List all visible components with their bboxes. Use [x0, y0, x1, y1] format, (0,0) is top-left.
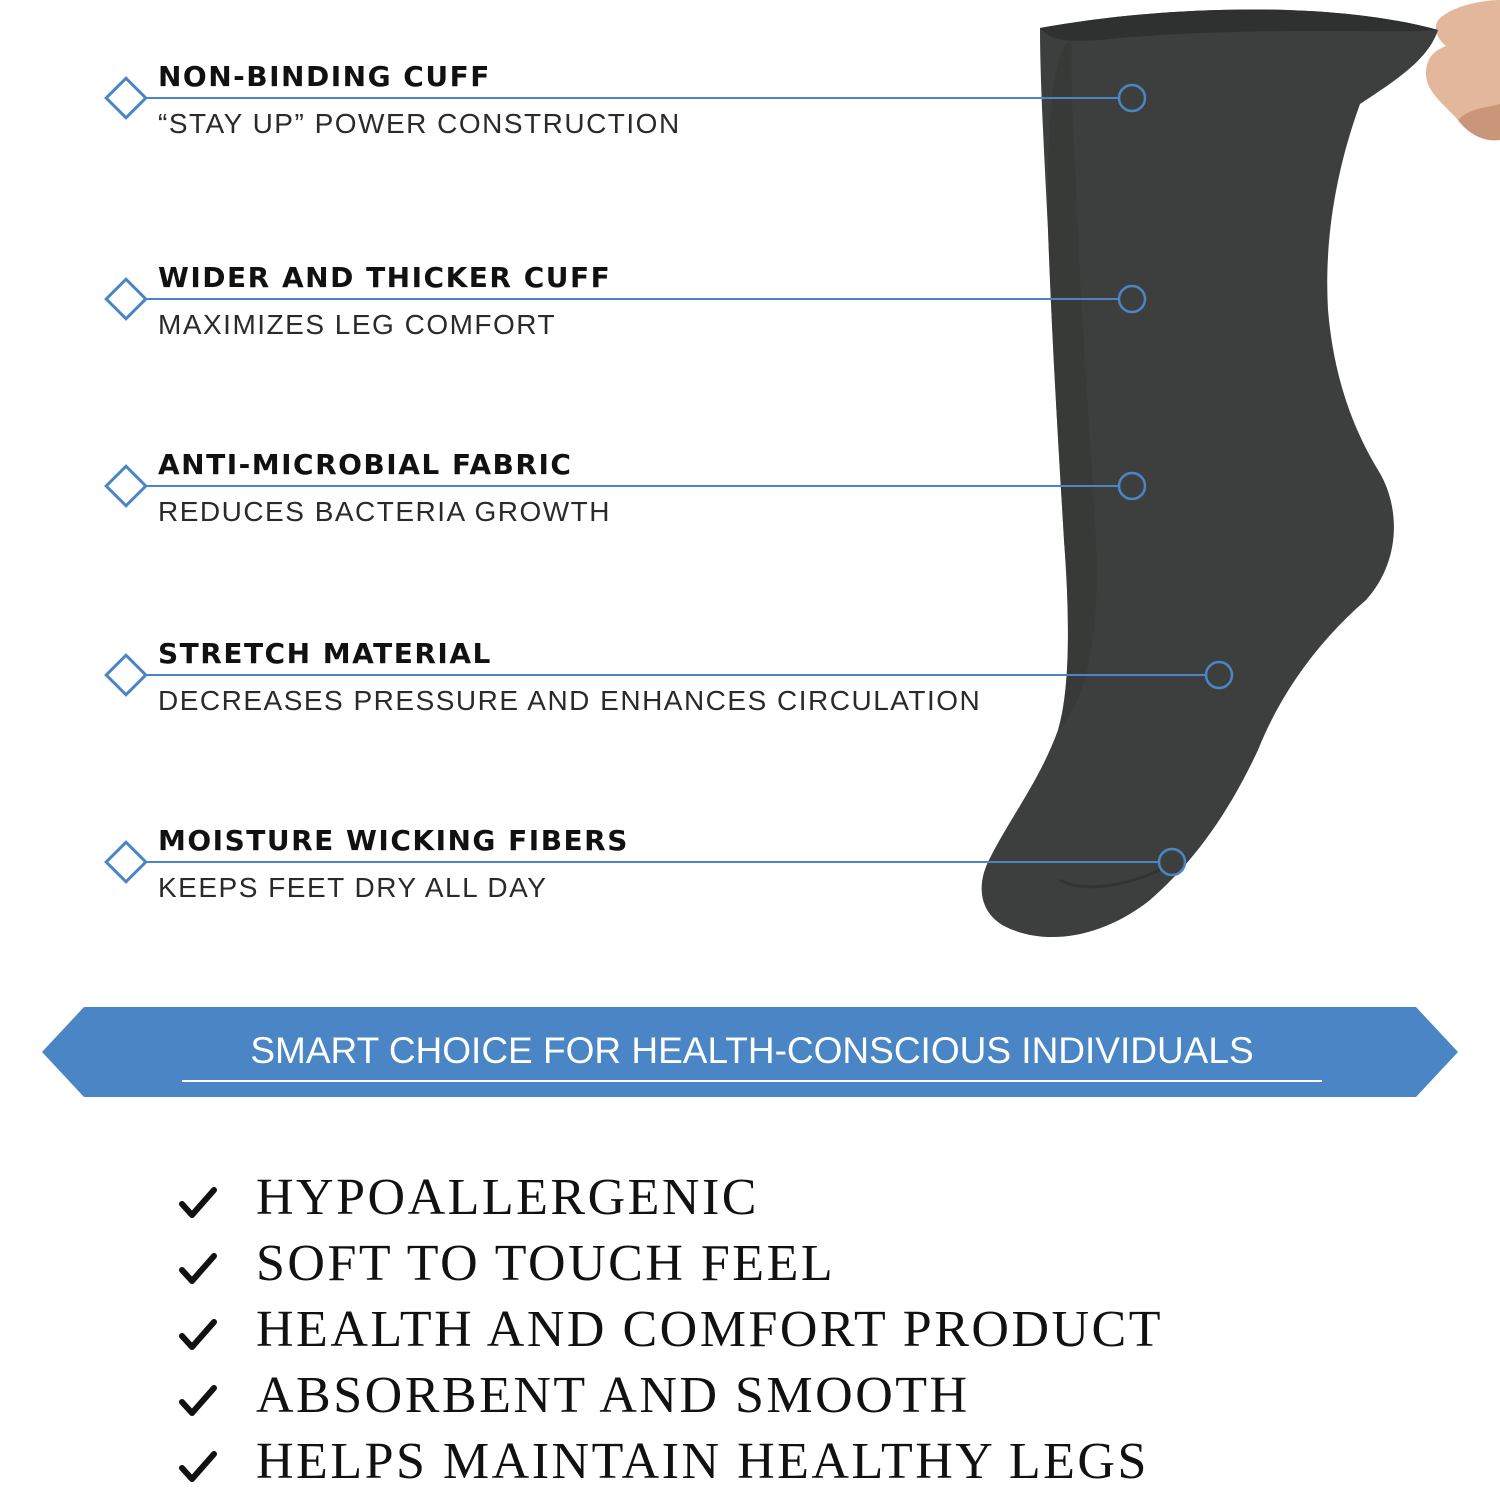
feature-title-3: ANTI-MICROBIAL FABRIC — [158, 448, 573, 481]
feature-subtitle-5: KEEPS FEET DRY ALL DAY — [158, 872, 548, 903]
checkmark-icon — [178, 1314, 218, 1354]
benefit-label: HELPS MAINTAIN HEALTHY LEGS — [256, 1433, 1149, 1490]
feature-title-2: WIDER AND THICKER CUFF — [158, 261, 612, 294]
checkmark-icon — [178, 1182, 218, 1222]
benefit-label: ABSORBENT AND SMOOTH — [256, 1367, 970, 1424]
feature-title-4: STRETCH MATERIAL — [158, 637, 492, 670]
benefit-label: SOFT TO TOUCH FEEL — [256, 1235, 836, 1292]
benefit-label: HEALTH AND COMFORT PRODUCT — [256, 1301, 1164, 1358]
feature-subtitle-1: “STAY UP” POWER CONSTRUCTION — [158, 108, 681, 139]
checkmark-icon — [178, 1380, 218, 1420]
feature-title-1: NON-BINDING CUFF — [158, 60, 491, 93]
checkmark-icon — [178, 1248, 218, 1288]
feature-subtitle-3: REDUCES BACTERIA GROWTH — [158, 496, 611, 527]
feature-subtitle-2: MAXIMIZES LEG COMFORT — [158, 309, 557, 340]
banner-text: SMART CHOICE FOR HEALTH-CONSCIOUS INDIVIDUALS — [250, 1030, 1254, 1071]
checkmark-icon — [178, 1446, 218, 1486]
benefit-label: HYPOALLERGENIC — [256, 1169, 759, 1226]
feature-subtitle-4: DECREASES PRESSURE AND ENHANCES CIRCULATION — [158, 685, 982, 716]
feature-title-5: MOISTURE WICKING FIBERS — [158, 824, 629, 857]
